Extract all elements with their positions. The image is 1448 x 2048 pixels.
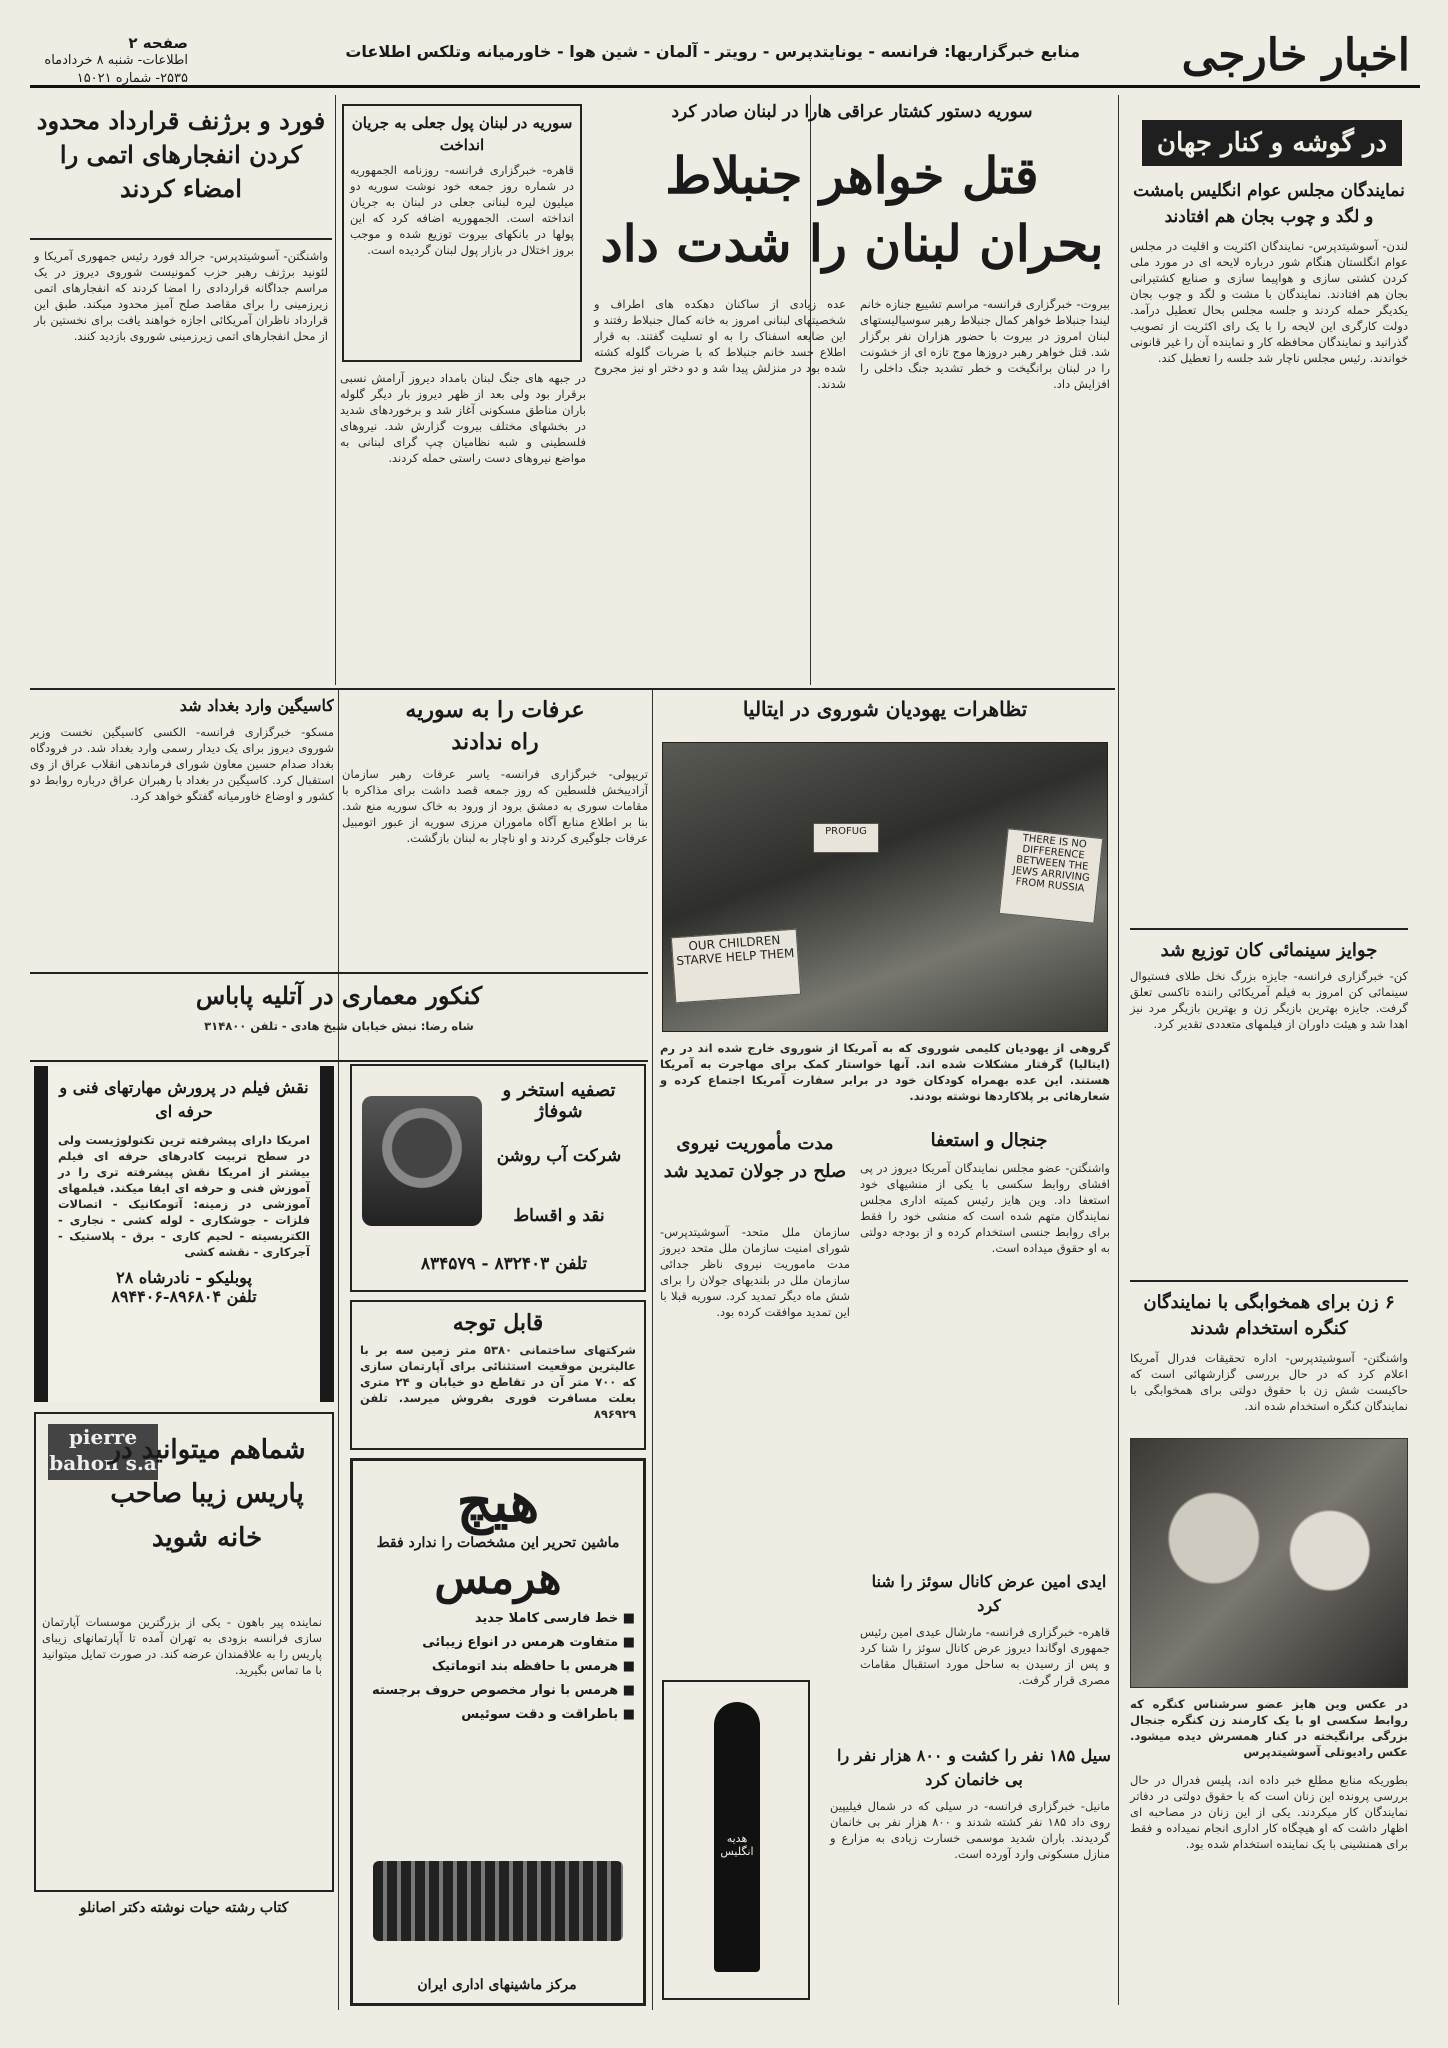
ad-title: نقش فیلم در پرورش مهارتهای فنی و حرفه ای [59,1078,309,1121]
story-title: ایدی امین عرض کانال سوئز را شنا کرد [871,1572,1107,1615]
story-body: قاهره- خبرگزاری فرانسه- روزنامه الجمهوریه در شماره روز جمعه خود نوشت سوریه دو میلیون لیره لبنانی جعلی در لبنان به جریان انداخته است. الجمهوریه اضافه کرد که این پولها در بانکهای بیروت توزیع شده و موجب بروز اختلال در بازار پول لبنان گردیده است. [350,163,574,257]
story-body: بیروت- خبرگزاری فرانسه- مراسم تشییع جنازه خانم لیندا جنبلاط خواهر کمال جنبلاط رهبر سوسیالیستهای لبنان امروز در بیروت با حضور هزاران نفر برگزار شد. قتل خواهر رهبر دروزها موج تازه ای از خشونت را در لبنان برانگیخت و خطر تشدید جنگ داخلی را افزایش داد. [860,297,1110,391]
book-ad [34,1900,334,2005]
story-body: مانیل- خبرگزاری فرانسه- در سیلی که در شمال فیلیپین روی داد ۱۸۵ نفر کشته شدند و ۸۰۰ هزار نفر بی خانمان گردیدند. باران شدید موسمی خسارت زیادی به مزارع و منازل مسکونی وارد آورده است. [830,1799,1110,1861]
story-body: واشنگتن- آسوشیتدپرس- جرالد فورد رئیس جمهوری آمریکا و لئونید برژنف رهبر حزب کمونیست شوروی دیروز در یک مراسم جداگانه قراردادی را امضا کردند که انفجارهای اتمی زیرزمینی را برای مقاصد صلح آمیز محدود میکند. طبق این قرارداد ناظران آمریکائی اجازه خواهند یافت برای نخستین بار از محل انفجارهای اتمی زیرزمینی شوروی بازدید کنند. [34,249,328,343]
story-title: عرفات را به سوریه [405,697,585,723]
ad-company: شرکت آب روشن [496,1146,622,1166]
story-body: قاهره- خبرگزاری فرانسه- مارشال عیدی امین رئیس جمهوری اوگاندا دیروز عرض کانال سوئز را شنا کرد و پس از رسیدن به ساحل مورد استقبال مقامات مصری قرار گرفت. [860,1625,1110,1687]
story-title: جوایز سینمائی کان توزیع شد [1160,940,1378,961]
story-body: واشنگتن- آسوشیتدپرس- اداره تحقیقات فدرال آمریکا اعلام کرد که در حال بررسی گزارشهائی است که حاکیست شش زن با حقوق دولتی برای همخوابگی با نمایندگان کنگره استخدام شده اند. [1130,1351,1408,1413]
ad-subtitle: ماشین تحریر این مشخصات را ندارد فقط [376,1535,620,1551]
protest-sign: PROFUG [813,823,879,853]
page-info [38,34,188,88]
syria-counterfeit-box [342,104,582,362]
ad-address: شاه رضا: نبش خیابان شیخ هادی - تلفن ۳۱۴۸۰۰ [204,1019,474,1033]
feature-item: ■ باطراقت و دقت سوئیس [461,1707,635,1722]
story-title: مدت مأموریت نیروی صلح در جولان تمدید شد [663,1133,847,1182]
lebanon-continuation: در جبهه های جنگ لبنان بامداد دیروز آرامش نسبی برقرار بود ولی بعد از ظهر دیروز بار دیگر گلوله باران مناطق مسکونی آغاز شد و برخوردهای شدید در بخشهای مختلف بیروت گزارش شد. نیروهای فلسطینی و شبه نظامیان چپ گرای لبنانی به مواضع نیروهای دست راستی حمله کردند. [340,371,586,465]
story-body: مسکو- خبرگزاری فرانسه- الکسی کاسیگین نخست وزیر شوروی دیروز برای یک دیدار رسمی وارد بغداد شد. در فرودگاه بغداد صدام حسین معاون شورای فرماندهی انقلاب عراق از وی استقبال کرد. کاسیگین در بغداد با رهبران عراق درباره روابط دو کشور و اوضاع خاورمیانه گفتگو خواهد کرد. [30,725,334,803]
story-title: کاسیگین وارد بغداد شد [179,696,334,715]
film-ad [34,1066,334,1402]
page-label: صفحه ۲ [128,34,188,52]
story-title: جنجال و استعفا [930,1130,1048,1151]
issue-line: ۲۵۳۵- شماره ۱۵۰۲۱ [76,71,188,86]
brand-logo: pierre bahon s.a [48,1424,158,1480]
protest-sign: OUR CHILDREN STARVE HELP THEM [671,929,801,1004]
ad-body: نماینده پیر باهون - یکی از بزرگترین موسسات آپارتمان سازی فرانسه بزودی به تهران آمده تا آپارتمانهای زیبای پاریس را به علاقمندان عرضه کند. در صورت تمایل میتوانید با ما تماس بگیرید. [42,1615,322,1677]
headline-2: بحران لبنان را شدت داد [600,214,1104,273]
story-title: فورد و برژنف قرارداد محدود کردن انفجارهای اتمی را امضاء کردند [36,106,326,203]
story-body: واشنگتن- عضو مجلس نمایندگان آمریکا دیروز در پی افشای روابط سکسی با یکی از منشیهای خود استعفا داد. وین هایز رئیس کمیته اداری مجلس نمایندگان متهم شده است که منشی خود را فقط برای روابط جنسی استخدام کرده و از بودجه دولتی به او حقوق میداده است. [860,1161,1110,1255]
pump-ad [350,1064,646,1292]
ad-phone: تلفن ۸۹۶۸۰۴-۸۹۴۴۰۶ [111,1287,257,1306]
page-header [30,28,1420,88]
story-title: نمایندگان مجلس عوام انگلیس بامشت و لگد و چوب بجان هم افتادند [1133,181,1405,227]
ad-contact: پوبلیکو - نادرشاه ۲۸ [116,1268,252,1287]
headline-1: قتل خواهر جنبلاط [665,146,1039,205]
photo-caption: گروهی از یهودیان کلیمی شوروی که به آمریکا از شوروی خارج شده اند در رم (ایتالیا) گرفتار مشکلات شده اند. آنها خواستار کمک برای مهاجرت به آمریکا هستند. این عده بهمراه کودکان خود در برابر سفارت آمریکا اجتماع کرده و شعارهائی بر پلاکاردها نوشته بودند. [660,1041,1110,1103]
story-title: سوریه در لبنان پول جعلی به جریان انداخت [351,114,573,154]
ad-title: کنکور معماری در آتلیه پاباس [195,981,483,1010]
ad-body: شرکتهای ساختمانی ۵۳۸۰ متر زمین سه بر با عالیترین موقعیت استثنائی برای آپارتمان سازی که ۷۰۰ متر آن در تقاطع دو خیابان و ۲۴ متری بعلت مسافرت فوری بفروش میرسد. تلفن ۸۹۶۹۲۹ [360,1343,637,1421]
paris-apartment-ad [34,1412,334,1892]
protest-photo [662,742,1108,1032]
news-sources: منابع خبرگزاریها: فرانسه - یونایتدپرس - رویتر - آلمان - شین هوا - خاورمیانه وتلکس اطلاعات [345,42,1080,61]
typewriter-illustration [373,1861,623,1941]
story-body: تریپولی- خبرگزاری فرانسه- یاسر عرفات رهبر سازمان آزادیبخش فلسطین که روز جمعه قصد داشت برای مذاکره با مقامات سوری به دمشق برود از ورود به خاک سوریه منع شد. بنا بر اطلاع منابع آگاه ماموران مرزی سوریه از عبور اتومبیل عرفات جلوگیری کردند و او ناچار به لبنان بازگشت. [342,767,648,845]
ad-title: شماهم میتوانید در پاریس زیبا صاحب خانه شوید [108,1435,306,1553]
story-body: بطوریکه منابع مطلع خبر داده اند، پلیس فدرال در حال بررسی پرونده این زنان است که با حقوق دولتی در دفاتر نمایندگان کار میکردند. یکی از این زنان در مصاحبه ای اظهار داشت که او هیچگاه کار اداری انجام نمیداده و فقط برای همنشینی با یک نماینده استخدام شده بود. [1130,1773,1408,1851]
photo-hays-couple [1130,1438,1408,1688]
feature-item: ■ خط فارسی کاملا جدید [474,1611,635,1626]
ad-title: کتاب رشته حیات نوشته دکتر اصانلو [79,1900,289,1916]
ad-center: مرکز ماشینهای اداری ایران [417,1977,577,1993]
left-column-top [30,96,332,686]
middle-lower-column [656,1130,1114,2005]
story-title: راه ندادند [451,729,539,755]
story-title: سیل ۱۸۵ نفر را کشت و ۸۰۰ هزار نفر را بی خانمان کرد [837,1746,1111,1789]
date-line: اطلاعات- شنبه ۸ خردادماه [44,53,188,68]
ad-title: قابل توجه [452,1310,544,1336]
ad-phone: تلفن ۸۳۲۴۰۳ - ۸۳۴۵۷۹ [420,1254,588,1274]
feature-list [361,1607,635,1727]
hermes-typewriter-ad [350,1458,646,2006]
ad-body: امریکا دارای پیشرفته ترین تکنولوژیست ولی در سطح تربیت کادرهای حرفه ای فیلم بیشتر از امریکا نقش پیشرفته تری را در آموزش فنی و حرفه ای ایفا میکند. فیلمهای آموزشی در زمینه: آتومکانیک - اتصالات فلزات - جوشکاری - لوله کشی - نجاری - الکتریسیته - لحیم کاری - برق - پلاستیک - آجرکاری - نقشه کشی [58,1133,310,1259]
architecture-ad [30,972,648,1062]
pump-illustration [362,1096,482,1226]
section-banner: در گوشه و کنار جهان [1142,120,1402,166]
protest-sign: THERE IS NO DIFFERENCE BETWEEN THE JEWS ARRIVING FROM RUSSIA [999,828,1103,924]
photo-caption: در عکس وین هایز عضو سرشناس کنگره که روابط سکسی او با یک کارمند زن کنگره جنجال بزرگی برانگیخته در کنار همسرش دیده میشود. عکس رادیوتلی آسوشیتدپرس [1130,1697,1408,1759]
ad-brand: هرمس [434,1553,562,1604]
story-body: سازمان ملل متحد- آسوشیتدپرس- شورای امنیت سازمان ملل متحد دیروز مدت ماموریت نیروی ناظر جدائی سازمان ملل در بلندیهای جولان را برای شش ماه دیگر تمدید کرد. سوریه قبلا با این تمدید موافقت کرده بود. [660,1225,850,1319]
ad-title: تصفیه استخر و شوفاژ [502,1080,616,1122]
arafat-story [342,694,648,964]
ad-title: هیچ [456,1469,540,1535]
story-title: ۶ زن برای همخوابگی با نمایندگان کنگره استخدام شدند [1143,1292,1395,1339]
story-body: کن- خبرگزاری فرانسه- جایزه بزرگ نخل طلای فستیوال سینمائی کن امروز به فیلم آمریکائی راننده تاکسی تعلق گرفت. جایزه بهترین بازیگر زن و بهترین بازیگر مرد نیز اهدا شد و هیئت داوران از فیلمهای متعددی تقدیر کرد. [1130,969,1408,1031]
section-logo: اخبار خارجی [1181,30,1410,81]
rocket-label: هدیه انگلیس [720,1832,754,1858]
feature-item: ■ متفاوت هرمس در انواع زیبائی [422,1635,635,1650]
lebanon-story [590,96,1114,686]
story-body: عده زیادی از ساکنان دهکده های اطراف و شخصیتهای لبنانی امروز به خانه کمال جنبلاط رفتند و این ضایعه اسفناک را به او تسلیت گفتند. به قرار اطلاع جسد خانم جنبلاط که با ضربات گلوله کشته شده بود در منزلش پیدا شد و دو دختر او نیز مجروح شدند. [594,297,846,391]
photo-story [656,694,1114,1124]
kosygin-story [30,694,334,964]
feature-item: ■ هرمس با نوار مخصوص حروف برجسته [372,1683,635,1698]
ad-terms: نقد و اقساط [513,1206,605,1226]
story-body: لندن- آسوشیتدپرس- نمایندگان اکثریت و اقلیت در مجلس عوام انگلستان هنگام شور درباره لایحه ای در مورد ملی کردن کشتی سازی و هواپیما سازی و صنایع کشتیرانی بجان هم افتادند. نمایندگان با مشت و لگد و چوب بجان یکدیگر حمله کردند و جلسه مجلس بحال تعطیل درآمد. دولت کارگری این لایحه را با یک رای اکثریت از تصویب گذرانید و نمایندگان محافظه کار و نماینده آن را غیر قانونی خواندند. رئیس مجلس ناچار شد جلسه را تعطیل کند. [1130,239,1408,365]
notice-ad [350,1300,646,1450]
feature-item: ■ هرمس با حافظه بند اتوماتیک [431,1659,635,1674]
right-column [1124,100,1414,2005]
story-title: تظاهرات یهودیان شوروی در ایتالیا [742,697,1028,721]
kicker: سوریه دستور کشتار عراقی هارا در لبنان صادر کرد [671,102,1033,122]
